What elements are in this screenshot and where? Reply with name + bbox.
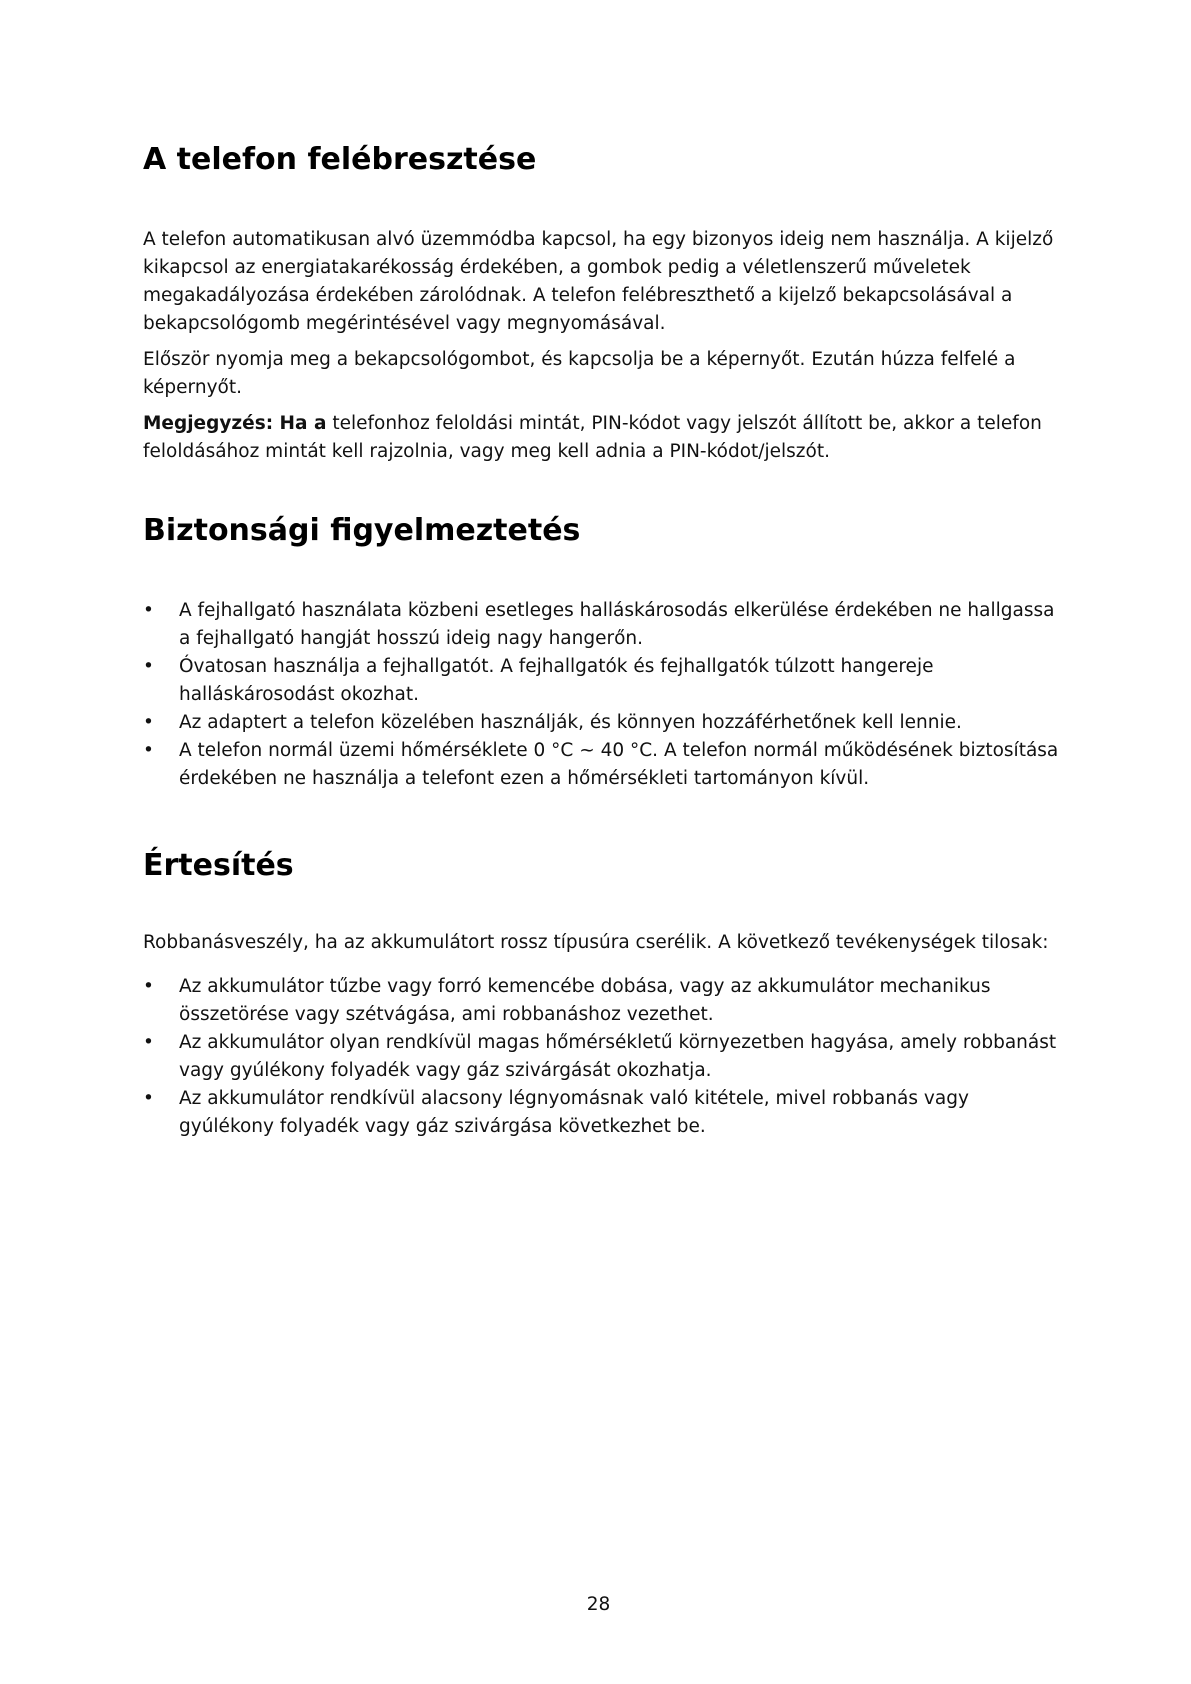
bullet-icon: •: [143, 600, 154, 621]
list-item: • Az akkumulátor tűzbe vagy forró kemencébe dobása, vagy az akkumulátor mechanikus összetörése vagy szétvágása, ami robbanáshoz vezethet.: [143, 973, 1063, 1029]
bullet-icon: •: [143, 656, 154, 677]
paragraph: Robbanásveszély, ha az akkumulátort rossz típusúra cserélik. A következő tevékenységek tilosak:: [143, 932, 1049, 953]
bullet-icon: •: [143, 740, 154, 761]
list-item: • A telefon normál üzemi hőmérséklete 0 °C ~ 40 °C. A telefon normál működésének biztosítása érdekében ne használja a telefont ezen a hőmérsékleti tartományon kívül.: [143, 737, 1063, 793]
section-wake-phone-body: [143, 226, 1063, 466]
list-item: • Az akkumulátor rendkívül alacsony légnyomásnak való kitétele, mivel robbanás vagy gyúlékony folyadék vagy gáz szivárgása következhet be.: [143, 1085, 1063, 1141]
section-notice: [143, 848, 1063, 884]
list-item: • Óvatosan használja a fejhallgatót. A fejhallgatók és fejhallgatók túlzott hangereje halláskárosodást okozhat.: [143, 653, 1063, 709]
bullet-icon: •: [143, 712, 154, 733]
list-item: • A fejhallgató használata közbeni esetleges halláskárosodás elkerülése érdekében ne hallgassa a fejhallgató hangját hosszú ideig nagy hangerőn.: [143, 597, 1063, 653]
note-label: Megjegyzés: Ha a: [143, 413, 327, 434]
section-notice-body: [143, 929, 1063, 1141]
section-wake-phone: [143, 142, 1063, 178]
paragraph: A telefon automatikusan alvó üzemmódba kapcsol, ha egy bizonyos ideig nem használja. A kijelző kikapcsol az energiatakarékosság érdekében, a gombok pedig a véletlenszerű műveletek megakadályozása érdekében zárolódnak. A telefon felébreszthető a kijelző bekapcsolásával a bekapcsológomb megérintésével vagy megnyomásával.: [143, 229, 1054, 334]
section-safety-warning: [143, 513, 1063, 549]
bullet-icon: •: [143, 1088, 154, 1109]
section-heading: Értesítés: [143, 848, 294, 883]
bullet-icon: •: [143, 1032, 154, 1053]
list-item: • Az akkumulátor olyan rendkívül magas hőmérsékletű környezetben hagyása, amely robbanást vagy gyúlékony folyadék vagy gáz szivárgását okozhatja.: [143, 1029, 1063, 1085]
notice-bullet-list: [143, 973, 1063, 1141]
paragraph: Először nyomja meg a bekapcsológombot, és kapcsolja be a képernyőt. Ezután húzza felfelé a képernyőt.: [143, 349, 1016, 398]
section-heading: A telefon felébresztése: [143, 142, 537, 177]
section-heading: Biztonsági figyelmeztetés: [143, 513, 581, 548]
note-text: telefonhoz feloldási mintát, PIN-kódot vagy jelszót állított be, akkor a telefon feloldásához mintát kell rajzolnia, vagy meg kell adnia a PIN-kódot/jelszót.: [143, 413, 1042, 462]
note-paragraph: [143, 410, 1063, 466]
list-item: • Az adaptert a telefon közelében használják, és könnyen hozzáférhetőnek kell lennie.: [143, 709, 1063, 737]
page-number: 28: [586, 1594, 611, 1615]
safety-bullet-list: [143, 597, 1063, 793]
bullet-icon: •: [143, 976, 154, 997]
